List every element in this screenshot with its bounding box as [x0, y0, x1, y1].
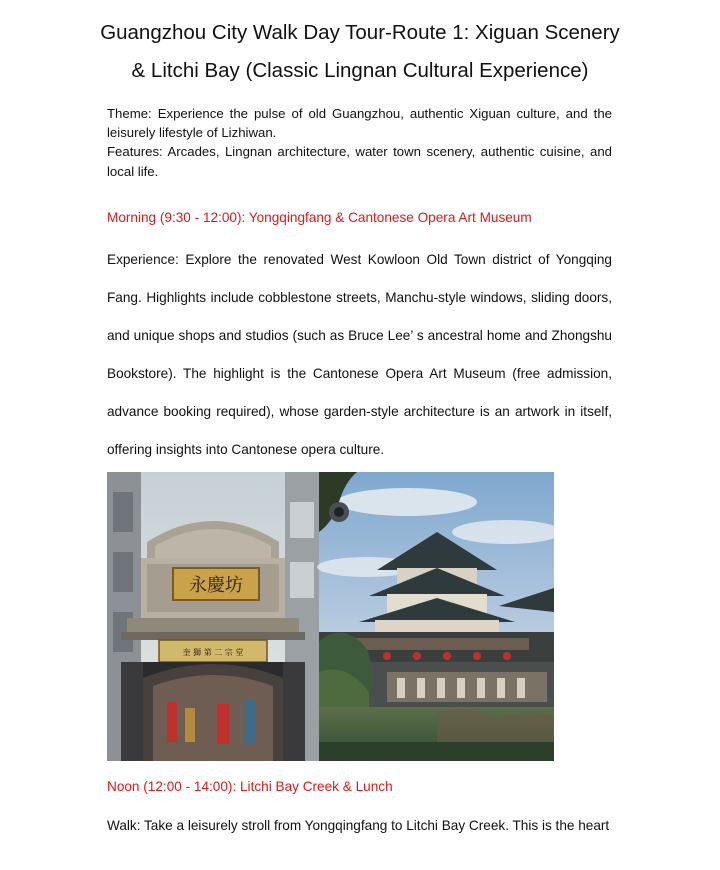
- theme-text: Theme: Experience the pulse of old Guangzhou, authentic Xiguan culture, and the leisurely lifestyle of Lizhiwan.: [107, 106, 612, 141]
- morning-body: Experience: Explore the renovated West Kowloon Old Town district of Yongqing Fang. Highlights include cobblestone streets, Manchu-style windows, sliding doors, and unique shops and studios (such as Bruce Lee’ s ancestral home and Zhongshu Bookstore). The highlight is the Cantonese Opera Art Museum (free admission, advance booking required), whose garden-style architecture is an artwork in itself, offering insights into Cantonese opera culture.: [107, 252, 612, 457]
- title-line-2: & Litchi Bay (Classic Lingnan Cultural Experience): [131, 59, 589, 82]
- noon-body: Walk: Take a leisurely stroll from Yongqingfang to Litchi Bay Creek. This is the heart: [107, 818, 610, 833]
- features-text: Features: Arcades, Lingnan architecture, water town scenery, authentic cuisine, and local life.: [107, 144, 612, 179]
- gate-subplaque-text: 奎 獅 第 二 宗 堂: [182, 648, 244, 657]
- yongqingfang-gate-photo: [107, 472, 319, 761]
- photo-collage: [107, 472, 554, 761]
- gate-plaque-text: 永慶坊: [189, 575, 243, 596]
- opera-museum-photo: [317, 472, 554, 761]
- morning-heading: Morning (9:30 - 12:00): Yongqingfang & Cantonese Opera Art Museum: [107, 210, 532, 225]
- noon-heading: Noon (12:00 - 14:00): Litchi Bay Creek & Lunch: [107, 779, 393, 794]
- intro-block: [107, 104, 612, 181]
- title-line-1: Guangzhou City Walk Day Tour-Route 1: Xiguan Scenery: [100, 21, 620, 44]
- document-title: [60, 14, 660, 90]
